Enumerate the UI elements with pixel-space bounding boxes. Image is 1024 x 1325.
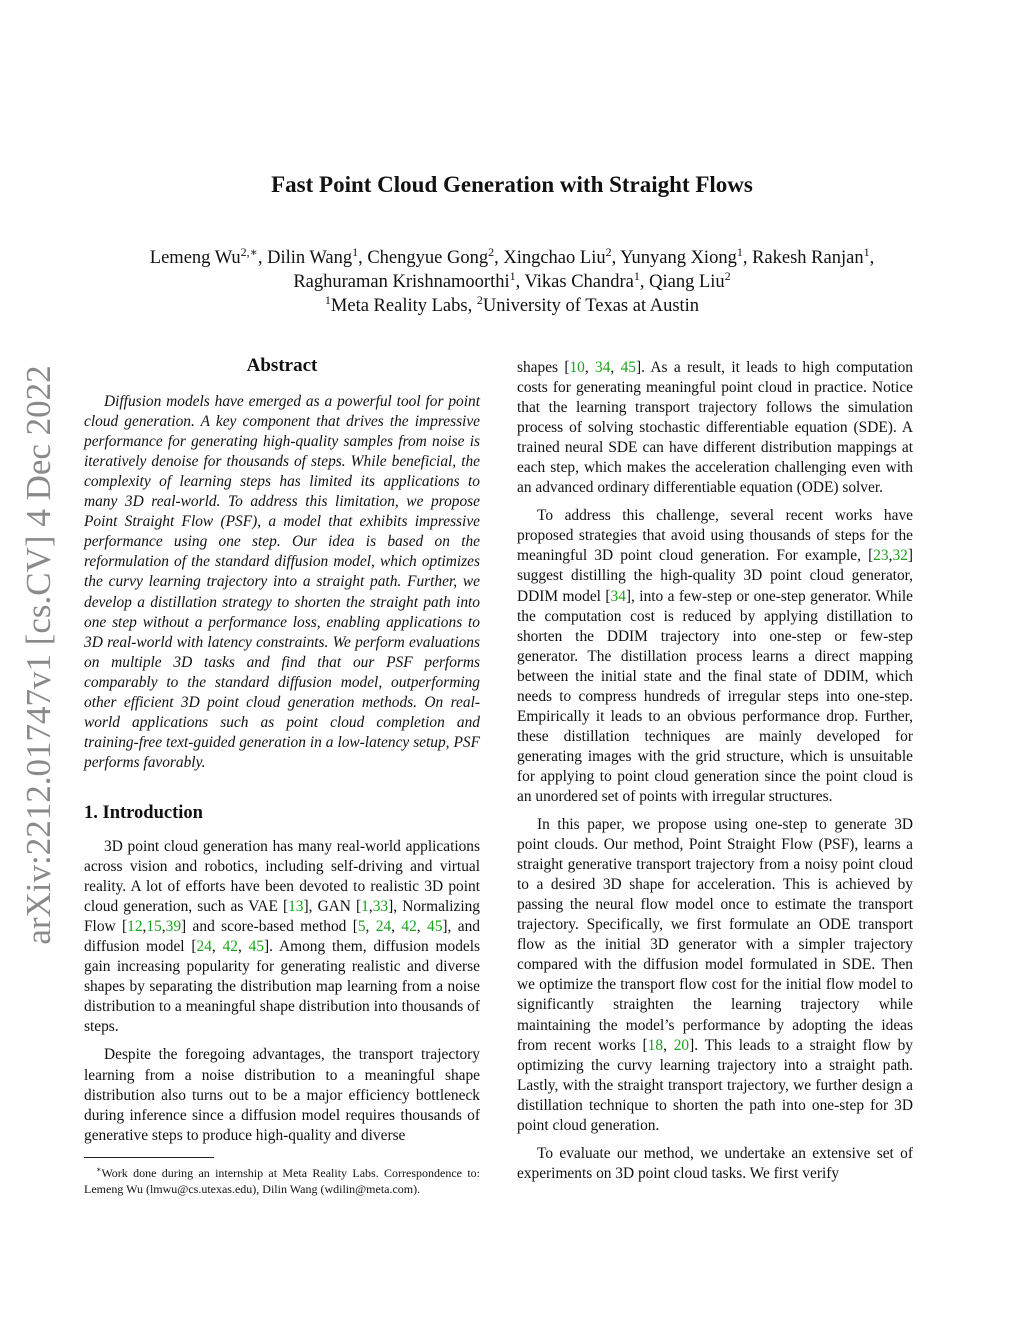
citation-link[interactable]: 13 bbox=[288, 898, 304, 916]
author: Lemeng $Wu^{2,∗}$ bbox=[149, 245, 258, 269]
citation-link[interactable]: 32 bbox=[892, 547, 908, 565]
citation-link[interactable]: 45 bbox=[248, 938, 265, 956]
footnote: ∗Work done during an internship at Meta Reality Labs. Correspondence to: Lemeng Wu (lmwu@cs.utexas.edu), Dilin Wang (wdilin@meta.com). bbox=[84, 1165, 480, 1196]
citation-link[interactable]: 10 bbox=[569, 359, 585, 376]
left-column bbox=[84, 356, 480, 1146]
paper-title: Fast Point Cloud Generation with Straight Flows bbox=[271, 172, 753, 197]
author: Rakesh Ranjan$^1$ bbox=[752, 245, 870, 269]
arxiv-identifier-text: arXiv:2212.01747v1 [cs.CV] 4 Dec 2022 bbox=[19, 364, 58, 945]
intro-paragraph-1: 3D point cloud generation has many real-world applications across vision and robotics, including self-driving and virtual reality. A lot of efforts have been devoted to realistic 3D point cloud generation, such as VAE [13], GAN [1,33], Normalizing Flow [12,15,39] and score-based method [5, 24, 42, 45], and diffusion model [24, 42, 45]. Among them, diffusion models gain increasing popularity for generating realistic and diverse shapes by separating the distribution map learning from a noise distribution to a meaningful shape distribution into thousands of steps. bbox=[84, 837, 481, 1036]
citation-link[interactable]: 18 bbox=[647, 1036, 664, 1054]
abstract-text: Diffusion models have emerged as a powerful tool for point cloud generation. A key component that drives the impressive performance for generating high-quality samples from noise is iteratively denoise for thousands of steps. While beneficial, the complexity of learning steps has limited its applications to many 3D real-world. To address this limitation, we propose Point Straight Flow (PSF), a model that exhibits impressive performance using one step. Our idea is based on the reformulation of the standard diffusion model, which optimizes the curvy learning trajectory into a straight path. Further, we develop a distillation strategy to shorten the straight path into one step without a performance loss, enabling applications to 3D real-world with latency constraints. We perform evaluations on multiple 3D tasks and find that our PSF performs comparably to the standard diffusion model, outperforming other efficient 3D point cloud generation methods. On real-world applications such as point cloud completion and training-free text-guided generation in a low-latency setup, PSF performs favorably. bbox=[84, 393, 480, 771]
citation-link[interactable]: 24 bbox=[375, 918, 392, 936]
affiliations: $^1$Meta Reality Labs, $^2$University of Texas at Austin bbox=[324, 293, 700, 317]
right-paragraph-2: To address this challenge, several recent works have proposed strategies that avoid using thousands of steps for the meaningful 3D point cloud generation. For example, [23,32] suggest distilling the high-quality 3D point cloud generator, DDIM model [34], into a few-step or one-step generator. While the computation cost is reduced by applying distillation to shorten the DDIM trajectory into one-step or few-step generator. The distillation process learns a direct mapping between the initial state and the final state of DDIM, which needs to compress hundreds of irregular steps into one-step. Empirically it leads to an obvious performance drop. Further, these distillation techniques are mainly developed for generating images with the grid structure, which is unsuitable for applying to point cloud generation since the point cloud is an unordered set of points with irregular structures. bbox=[517, 507, 913, 805]
arxiv-identifier bbox=[14, 352, 64, 957]
abstract-heading: Abstract bbox=[246, 355, 318, 376]
citation-link[interactable]: 34 bbox=[595, 359, 611, 376]
citation-link[interactable]: 15 bbox=[146, 918, 162, 936]
citation-link[interactable]: 5 bbox=[357, 918, 366, 936]
affiliation: Meta Reality Labs bbox=[330, 296, 468, 317]
citation-link[interactable]: 42 bbox=[222, 938, 238, 956]
author: Vikas Chandra$^1$ bbox=[524, 269, 640, 293]
authors-line-1: Lemeng $Wu^{2,∗}$, Dilin Wang$^1$, Chengyue Gong$^2$, Xingchao Liu$^2$, Yunyang Xiong$^1$, Rakesh Ranjan$^1$, bbox=[149, 245, 875, 269]
author: Qiang Liu$^2$ bbox=[649, 269, 731, 293]
authors-line-2: Raghuraman Krishnamoorthi$^1$, Vikas Chandra$^1$, Qiang Liu$^2$ bbox=[293, 269, 731, 293]
footnote-rule bbox=[84, 1157, 214, 1158]
affiliation: University of Texas at Austin bbox=[482, 296, 700, 317]
citation-link[interactable]: 33 bbox=[372, 898, 389, 916]
citation-link[interactable]: 23 bbox=[873, 547, 889, 565]
author: Raghuraman Krishnamoorthi$^1$ bbox=[293, 269, 516, 293]
author: Xingchao Liu$^2$ bbox=[503, 245, 612, 269]
right-column bbox=[517, 358, 913, 1184]
right-paragraph-4: To evaluate our method, we undertake an extensive set of experiments on 3D point cloud tasks. We first verify bbox=[517, 1144, 913, 1182]
citation-link[interactable]: 34 bbox=[610, 587, 626, 605]
citation-link[interactable]: 1 bbox=[361, 898, 369, 916]
citation-link[interactable]: 24 bbox=[196, 938, 212, 956]
author: Dilin Wang$^1$ bbox=[267, 245, 359, 269]
right-paragraph-1: shapes [10, 34, 45]. As a result, it leads to high computation costs for generating meaningful point cloud in practice. Notice that the learning transport trajectory follows the simulation process of solving stochastic differentiable equation (SDE). A trained neural SDE can have different distribution mappings at each step, which makes the acceleration challenging even with an advanced ordinary differentiable equation (ODE) solver. bbox=[517, 359, 914, 497]
author: Yunyang Xiong$^1$ bbox=[620, 245, 743, 269]
author: Chengyue Gong$^2$ bbox=[367, 245, 495, 269]
citation-link[interactable]: 45 bbox=[427, 918, 443, 936]
citation-link[interactable]: 20 bbox=[673, 1036, 690, 1054]
citation-link[interactable]: 39 bbox=[165, 918, 182, 936]
citation-link[interactable]: 12 bbox=[127, 918, 143, 936]
intro-paragraph-2: Despite the foregoing advantages, the transport trajectory learning from a noise distribution to a meaningful shape distribution also turns out to be a major efficiency bottleneck during inference since a diffusion model requires thousands of generative steps to produce high-quality and diverse bbox=[84, 1046, 480, 1144]
citation-link[interactable]: 45 bbox=[620, 359, 636, 376]
right-paragraph-3: In this paper, we propose using one-step to generate 3D point clouds. Our method, Point Straight Flow (PSF), learns a straight generative transport trajectory from a noisy point cloud to a desired 3D shape for acceleration. This is achieved by passing the neural flow model once to estimate the transport trajectory. Specifically, we first formulate an ODE transport flow as the initial 3D generator with a simpler trajectory compared with the diffusion model formulated in SDE. Then we optimize the transport flow cost for the initial flow model to significantly straighten the learning trajectory while maintaining the model’s performance by adopting the ideas from recent works [18, 20]. This leads to a straight flow by optimizing the curvy learning trajectory into a straight path. Lastly, with the straight transport trajectory, we further design a distillation technique to shorten the path into one-step for 3D point cloud generation. bbox=[517, 816, 913, 1134]
section-heading-introduction: 1. Introduction bbox=[84, 802, 203, 823]
citation-link[interactable]: 42 bbox=[401, 918, 417, 936]
